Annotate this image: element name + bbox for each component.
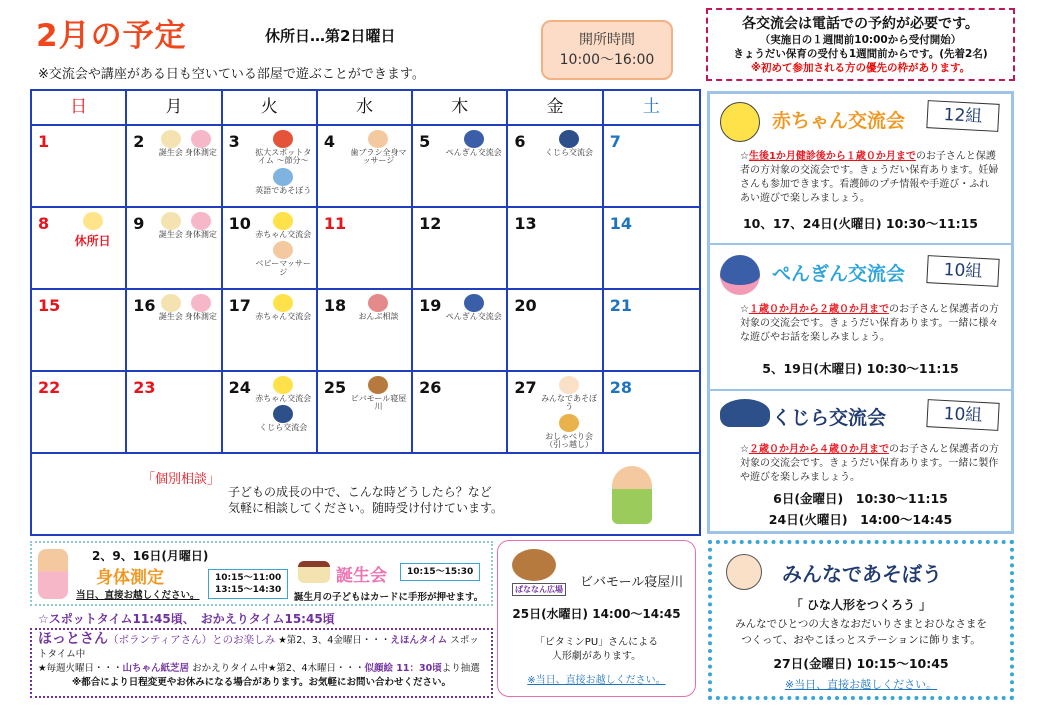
calendar-event	[255, 294, 311, 321]
day-number: 10	[228, 214, 251, 233]
viva-title: ビバモール寝屋川	[580, 575, 684, 590]
day-number: 28	[609, 378, 632, 397]
monkey-icon	[512, 549, 556, 581]
weekday-1: 月	[127, 91, 222, 124]
event-label: 身体測定	[184, 148, 217, 157]
calendar-event	[254, 241, 313, 277]
volunteer-item: ★毎週火曜日・・・	[38, 663, 123, 674]
calendar-day	[413, 372, 508, 452]
calendar-event	[75, 212, 111, 248]
calendar-event	[185, 130, 217, 157]
notice-line: 各交流会は電話での予約が必要です。	[742, 16, 979, 32]
day-number: 17	[228, 296, 251, 315]
viva-schedule: 25日(水曜日) 14:00～14:45	[512, 607, 681, 621]
calendar-event	[255, 168, 311, 195]
day-number: 13	[514, 214, 537, 233]
cake-icon	[161, 212, 181, 230]
weekday-header	[32, 91, 699, 126]
calendar-event	[349, 376, 408, 412]
penguin-icon	[464, 130, 484, 148]
day-number: 6	[514, 132, 526, 151]
minna-walk-in-link[interactable]: ※当日、直接お越しください。	[784, 678, 938, 691]
hina-face-icon	[726, 554, 762, 590]
consultation-line: 子どもの成長の中で、こんな時どうしたら？など	[228, 485, 492, 499]
whale-icon	[273, 405, 293, 423]
day-number: 11	[323, 214, 347, 233]
day-number: 21	[609, 296, 632, 315]
calendar-event	[159, 212, 183, 239]
consultation-text	[228, 484, 503, 516]
reservation-notice	[706, 8, 1015, 81]
chick-icon	[273, 294, 293, 312]
section-desc: のお子さんと保護者の方対象の交流会です。きょうだい保育あります。一緒に製作や遊びを楽しみましょう。	[740, 444, 999, 483]
whale-icon	[559, 130, 579, 148]
cake-icon	[161, 294, 181, 312]
day-number: 19	[419, 296, 442, 315]
calendar-day	[604, 126, 699, 206]
event-label: 赤ちゃん交流会	[255, 394, 312, 403]
calendar-event	[539, 376, 598, 412]
volunteer-item: より抽選	[441, 663, 480, 674]
calendar-day	[508, 290, 603, 370]
day-number: 15	[38, 296, 61, 315]
calendar-event	[185, 212, 217, 239]
volunteer-item: ★第2、3、4金曜日・・・	[278, 635, 391, 646]
day-number: 9	[133, 214, 145, 233]
calendar-day	[413, 290, 508, 370]
day-number: 3	[228, 132, 240, 151]
birthday-time: 10:15～15:30	[400, 563, 480, 581]
calendar-day	[127, 290, 222, 370]
exchange-events-panel	[707, 91, 1014, 534]
scale-icon	[38, 549, 68, 599]
volunteer-item-name: えほんタイム	[390, 635, 448, 646]
section-schedule: 6日(金曜日) 10:30～11:15	[773, 491, 948, 506]
calendar-day	[223, 126, 318, 206]
weekday-6: 土	[642, 97, 660, 117]
day-number: 12	[419, 214, 442, 233]
mother-baby-icon	[612, 466, 652, 524]
calendar-day	[413, 208, 508, 288]
english-icon	[273, 168, 293, 186]
volunteer-item: スポットタイム中	[38, 635, 479, 660]
day-number: 23	[133, 378, 156, 397]
capacity-badge: 10組	[926, 255, 999, 287]
page-title: 2月の予定	[36, 18, 187, 54]
consultation-row	[32, 454, 699, 536]
weekday-4: 木	[413, 91, 508, 124]
event-label: おんぶ相談	[358, 312, 399, 321]
moon-icon	[83, 212, 103, 230]
banana-plaza-logo: ばななん広場	[512, 583, 566, 596]
calendar-week	[32, 290, 699, 372]
chick-icon	[273, 212, 293, 230]
event-label: ぺんぎん交流会	[445, 312, 502, 321]
opening-hours-box	[541, 20, 673, 80]
event-label: 赤ちゃん交流会	[255, 312, 312, 321]
event-label: ぺんぎん交流会	[445, 148, 502, 157]
baby-face-icon	[273, 241, 293, 259]
capacity-badge: 12組	[926, 100, 999, 132]
event-label: ベビーマッサージ	[255, 259, 311, 277]
weekday-5: 金	[508, 91, 603, 124]
calendar-event	[255, 212, 311, 239]
day-number: 27	[514, 378, 537, 397]
birthday-note: 誕生月の子どもはカードに手形が押せます。	[294, 592, 484, 603]
event-label: 英語であそぼう	[255, 185, 312, 195]
event-label: 誕生会	[158, 230, 183, 239]
volunteer-item-name: 似顔絵 11：30頃	[364, 663, 442, 674]
event-label: おしゃべり会（引っ越し）	[545, 431, 594, 450]
section-title: くじら交流会	[772, 407, 887, 429]
measure-time: 13:15～14:30	[215, 585, 282, 595]
day-number: 18	[323, 296, 347, 315]
section-title: 赤ちゃん交流会	[772, 110, 906, 132]
akachan-section: 赤ちゃん交流会 12組 ☆生後1か月健診後から１歳０か月までのお子さんと保護者の方対象の交流会です。きょうだい保育あります。妊婦さんも参加できます。看護師のプチ情報や手遊び・ふれあい遊びで楽しみましょう。 10、17、24日(火曜日) 10:30～11:15	[710, 94, 1011, 244]
cake-icon	[161, 130, 181, 148]
weekday-3: 水	[318, 91, 413, 124]
calendar-day	[318, 290, 413, 370]
section-title: ぺんぎん交流会	[772, 263, 906, 285]
scale-icon	[191, 294, 211, 312]
measure-time: 10:15～11:00	[215, 573, 282, 583]
section-schedule: 10、17、24日(火曜日) 10:30～11:15	[742, 216, 979, 231]
penguin-icon	[464, 294, 484, 312]
calendar-event	[254, 130, 313, 166]
measure-title: 身体測定	[96, 568, 164, 588]
calendar-day	[508, 126, 603, 206]
consultation-line: 気軽に相談してください。随時受け付けています。	[228, 501, 504, 515]
calendar-day	[508, 208, 603, 288]
section-schedule: 24日(火曜日) 14:00～14:45	[768, 512, 953, 527]
scale-icon	[191, 130, 211, 148]
calendar-day	[127, 372, 222, 452]
viva-walk-in-link[interactable]: ※当日、直接お越しください。	[527, 675, 666, 686]
event-label: ビバモール寝屋川	[350, 394, 407, 412]
day-number: 7	[609, 132, 621, 151]
calendar-week	[32, 126, 699, 208]
measure-note: 当日、直接お越しください。	[76, 590, 200, 601]
day-number: 8	[38, 214, 50, 233]
calendar-day	[32, 208, 127, 288]
hours-value: 10:00～16:00	[559, 52, 655, 68]
scale-icon	[191, 212, 211, 230]
event-label: 誕生会	[158, 312, 183, 321]
calendar-event	[358, 294, 398, 321]
target-age: １歳０か月から２歳０か月まで	[748, 304, 889, 315]
calendar-event	[545, 130, 593, 157]
calendar-day	[604, 208, 699, 288]
calendar-event	[446, 294, 502, 321]
day-number: 22	[38, 378, 61, 397]
calendar-event	[259, 405, 307, 432]
day-number: 2	[133, 132, 145, 151]
volunteer-item-name: 山ちゃん紙芝居	[122, 663, 190, 674]
minna-desc: つくって、おやこほっとステーションに飾ります。	[741, 634, 981, 646]
event-label: 赤ちゃん交流会	[255, 230, 312, 239]
calendar-day	[32, 290, 127, 370]
day-number: 14	[609, 214, 632, 233]
capacity-badge: 10組	[926, 399, 999, 431]
birthday-title: 誕生会	[336, 566, 387, 586]
calendar-event	[185, 294, 217, 321]
event-label: 休所日	[74, 234, 111, 248]
day-number: 25	[323, 378, 347, 397]
calendar-day	[127, 208, 222, 288]
calendar-week	[32, 372, 699, 454]
calendar-event	[539, 414, 598, 450]
event-label: 歯ブラシ全身マッサージ	[350, 148, 407, 166]
section-desc: のお子さんと保護者の方対象の交流会です。きょうだい保育あります。一緒に様々な遊びやお話を楽しみましょう。	[740, 304, 999, 343]
event-label: くじら交流会	[545, 148, 594, 157]
day-number: 16	[133, 296, 156, 315]
calendar-event	[349, 130, 408, 166]
minna-title: みんなであそぼう	[782, 562, 942, 586]
calendar-day	[413, 126, 508, 206]
calendar-day	[318, 208, 413, 288]
oni-icon	[273, 130, 293, 148]
volunteer-item: ★第2、4木曜日・・・	[267, 663, 365, 674]
day-number: 26	[419, 378, 442, 397]
calendar-day	[223, 290, 318, 370]
section-schedule: 5、19日(木曜日) 10:30～11:15	[762, 361, 959, 376]
volunteer-box	[30, 628, 493, 698]
viva-mall-box	[497, 540, 696, 697]
monkey-icon	[368, 376, 388, 394]
viva-desc: 「ビタミンPU」さんによる	[534, 637, 659, 648]
calendar-event	[159, 294, 183, 321]
event-label: 拡大スポットタイム ～節分～	[255, 148, 312, 166]
calendar-day	[318, 372, 413, 452]
notice-line: きょうだい保育の受付も1週間前からです。(先着2名)	[733, 48, 988, 60]
volunteer-note: ※都合により日程変更やお休みになる場合があります。お気軽にお問い合わせください。	[72, 677, 451, 688]
notice-line: （実施日の１週間前10:00から受付開始）	[759, 34, 962, 46]
penguin-icon	[720, 255, 760, 295]
chick-icon	[273, 376, 293, 394]
weekday-2: 火	[223, 91, 318, 124]
cake-icon	[298, 561, 330, 583]
day-number: 24	[228, 378, 251, 397]
minna-asobou-box	[708, 540, 1014, 700]
event-label: 身体測定	[184, 312, 217, 321]
calendar-week	[32, 208, 699, 290]
whale-icon	[720, 399, 770, 427]
notice-line: ※初めて参加される方の優先の枠があります。	[750, 62, 971, 74]
mother-baby-icon	[368, 294, 388, 312]
target-age: 生後1か月健診後から１歳０か月まで	[748, 151, 916, 162]
hina-face-icon	[559, 376, 579, 394]
moms-icon	[559, 414, 579, 432]
calendar-day	[508, 372, 603, 452]
event-label: 誕生会	[158, 148, 183, 157]
viva-desc: 人形劇があります。	[551, 651, 642, 662]
calendar-event	[446, 130, 502, 157]
calendar-day	[604, 372, 699, 452]
section-desc: のお子さんと保護者の方対象の交流会です。きょうだい保育あります。妊婦さんも参加できます。看護師のプチ情報や手遊び・ふれあい遊びで楽しみましょう。	[740, 151, 999, 204]
volunteer-subtitle: （ボランティアさん）とのお楽しみ	[108, 634, 276, 646]
minna-schedule: 27日(金曜日) 10:15～10:45	[773, 656, 949, 671]
calendar-day	[318, 126, 413, 206]
event-label: みんなであそぼう	[541, 394, 598, 412]
calendar-day	[32, 372, 127, 452]
calendar-day	[604, 290, 699, 370]
day-number: 1	[38, 132, 50, 151]
hours-label: 開所時間	[579, 32, 635, 48]
boy-face-icon	[368, 130, 388, 148]
calendar-day	[223, 372, 318, 452]
weekday-0: 日	[32, 91, 127, 124]
calendar-day	[127, 126, 222, 206]
day-number: 4	[323, 132, 335, 151]
day-number: 20	[514, 296, 537, 315]
event-label: 身体測定	[184, 230, 217, 239]
closed-day-note: 休所日…第2日曜日	[265, 27, 396, 45]
chick-icon	[720, 102, 760, 142]
volunteer-title: ほっとさん	[38, 631, 108, 647]
penguin-section: ぺんぎん交流会 10組 ☆１歳０か月から２歳０か月までのお子さんと保護者の方対象の交流会です。きょうだい保育あります。一緒に様々な遊びやお話を楽しみましょう。 5、19日(木曜日) 10:30～11:15	[710, 245, 1011, 389]
calendar-event	[255, 376, 311, 403]
day-number: 5	[419, 132, 431, 151]
calendar	[30, 89, 701, 536]
measurement-birthday-box	[30, 541, 493, 606]
minna-desc: みんなでひとつの大きなおだいりさまとおひなさまを	[735, 618, 987, 630]
minna-theme: 「 ひな人形をつくろう 」	[790, 598, 932, 612]
calendar-day	[223, 208, 318, 288]
event-label: くじら交流会	[259, 423, 308, 433]
target-age: ２歳０か月から４歳０か月まで	[748, 444, 889, 455]
volunteer-item: おかえりタイム中	[189, 663, 268, 674]
subtitle: ※交流会や講座がある日も空いている部屋で遊ぶことができます。	[38, 67, 425, 82]
kujira-section: くじら交流会 10組 ☆２歳０か月から４歳０か月までのお子さんと保護者の方対象の交流会です。きょうだい保育あります。一緒に製作や遊びを楽しみましょう。 6日(金曜日) 10:30～11:15 24日(火曜日) 14:00～14:45	[710, 391, 1011, 531]
spot-time-note: ☆スポットタイム11:45頃、 おかえりタイム15:45頃	[38, 612, 335, 626]
measure-dates: 2、9、16日(月曜日)	[92, 549, 209, 563]
consultation-title: 「個別相談」	[142, 472, 221, 487]
calendar-day	[32, 126, 127, 206]
calendar-event	[159, 130, 183, 157]
